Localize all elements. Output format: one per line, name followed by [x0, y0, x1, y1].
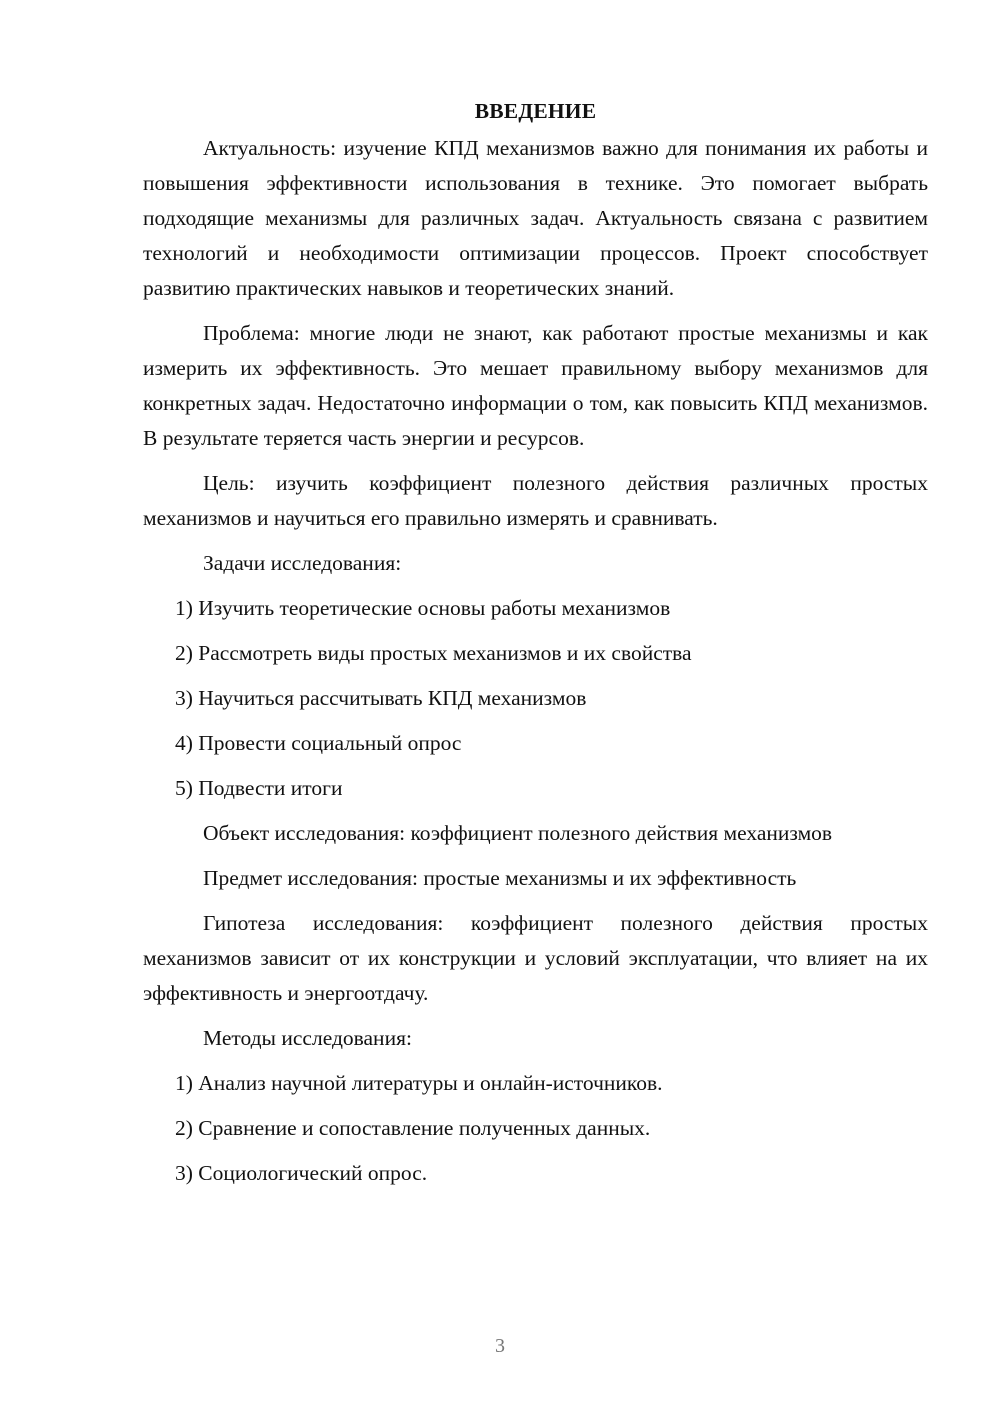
tasks-heading: Задачи исследования: — [203, 551, 402, 575]
tasks-list — [143, 591, 928, 806]
page-content — [143, 94, 928, 1201]
methods-heading: Методы исследования: — [203, 1026, 412, 1050]
problem-paragraph: Проблема: многие люди не знают, как работают простые механизмы и как измерить их эффективность. Это мешает правильному выбору механизмов для конкретных задач. Недостаточно информации о том, как повысить КПД механизмов. В результате теряется часть энергии и ресурсов. — [143, 321, 928, 450]
task-item: 4) Провести социальный опрос — [175, 731, 462, 755]
methods-list — [143, 1066, 928, 1191]
method-item: 1) Анализ научной литературы и онлайн-источников. — [175, 1071, 663, 1095]
task-item: 1) Изучить теоретические основы работы механизмов — [175, 596, 671, 620]
task-item: 2) Рассмотреть виды простых механизмов и их свойства — [175, 641, 692, 665]
page-title: ВВЕДЕНИЕ — [474, 99, 597, 123]
task-item: 3) Научиться рассчитывать КПД механизмов — [175, 686, 587, 710]
subject-paragraph: Предмет исследования: простые механизмы и их эффективность — [203, 866, 797, 890]
hypothesis-paragraph: Гипотеза исследования: коэффициент полезного действия простых механизмов зависит от их конструкции и условий эксплуатации, что влияет на их эффективность и энергоотдачу. — [143, 911, 928, 1005]
goal-paragraph: Цель: изучить коэффициент полезного действия различных простых механизмов и научиться его правильно измерять и сравнивать. — [143, 471, 928, 530]
method-item: 2) Сравнение и сопоставление полученных данных. — [175, 1116, 651, 1140]
task-item: 5) Подвести итоги — [175, 776, 343, 800]
method-item: 3) Социологический опрос. — [175, 1161, 428, 1185]
object-paragraph: Объект исследования: коэффициент полезного действия механизмов — [203, 821, 833, 845]
page-number: 3 — [495, 1335, 505, 1357]
relevance-paragraph: Актуальность: изучение КПД механизмов важно для понимания их работы и повышения эффективности использования в технике. Это помогает выбрать подходящие механизмы для различных задач. Актуальность связана с развитием технологий и необходимости оптимизации процессов. Проект способствует развитию практических навыков и теоретических знаний. — [143, 136, 928, 300]
